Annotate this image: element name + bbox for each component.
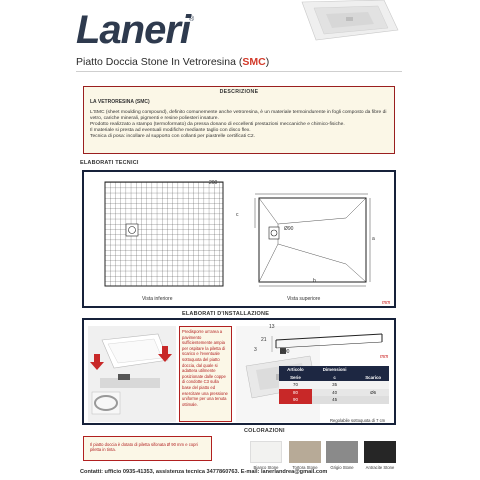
table-subheader: Serie xyxy=(279,374,312,382)
registered-mark: ® xyxy=(189,16,195,23)
page-title: Piatto Doccia Stone In Vetroresina (SMC) xyxy=(76,56,270,68)
install-drain-label: Ø90 xyxy=(280,349,290,355)
table-header xyxy=(357,366,389,374)
color-swatch-grigio xyxy=(326,441,358,463)
color-swatch-tortora xyxy=(289,441,321,463)
section-install-label: ELABORATI D'INSTALLAZIONE xyxy=(182,311,270,317)
install-unit-label: mm xyxy=(380,354,389,360)
color-label: Bianco Stone xyxy=(253,465,279,470)
technical-drawing xyxy=(84,172,394,306)
drain-warning-box: Il piatto doccia è dotato di piletta sifonata Ø 90 mm e copri piletta in tinta. xyxy=(83,436,212,461)
section-tech-label: ELABORATI TECNICI xyxy=(80,160,139,166)
dim-b-label: b xyxy=(313,278,316,284)
brand-logo: Laneri xyxy=(76,8,191,52)
description-text: L'SMC (sheet moulding compound), definito comunemente anche vetroresina, è un materiale termoindurente in fogli composto da fibre di vetro, cariche minerali, pigmenti e resine poliesteri insature. Prodotto realizzato a stampo (termoformato) da pressa donano di eccellenti prestazioni meccaniche e chimico-fisiche. Il materiale si presta ad eventuali modifiche mediante taglio con disco flex. Tecnica di posa: incollare al supporto con collanti per piastrelle certificati C2. xyxy=(90,110,387,139)
table-subheader: Scarico xyxy=(357,374,389,382)
color-label: Tortora Stone xyxy=(292,465,318,470)
table-row: 70 35 xyxy=(279,381,389,389)
installation-photo xyxy=(88,326,176,422)
color-swatch-antracite xyxy=(364,441,396,463)
color-swatch-bianco xyxy=(250,441,282,463)
view-top-caption: Vista superiore xyxy=(287,296,321,302)
contact-footer: Contatti: ufficio 0935-41353, assistenza tecnica 3477860763. E-mail: lanerlandrea@gmail.com xyxy=(80,469,328,475)
dim-c-label: c xyxy=(236,212,239,218)
dim-13-label: 13 xyxy=(269,324,275,330)
description-subheading: LA VETRORESINA (SMC) xyxy=(90,99,150,105)
section-profile-drawing xyxy=(264,326,384,366)
description-box xyxy=(83,86,395,154)
dim-3-label: 3 xyxy=(254,347,257,353)
color-label: Antracite Stone xyxy=(365,465,395,470)
table-row: 80 40 Ø6 xyxy=(279,389,389,397)
table-subheader: c xyxy=(312,374,357,382)
title-divider xyxy=(76,71,402,72)
table-header: Dimensioni xyxy=(312,366,357,374)
drain-diameter-label: Ø90 xyxy=(284,226,294,232)
table-row: 90 45 xyxy=(279,396,389,404)
table-header: Articolo xyxy=(279,366,312,374)
dim-a-label: a xyxy=(372,236,375,242)
color-label: Grigio Stone xyxy=(330,465,354,470)
technical-drawings-box xyxy=(82,170,396,308)
view-bottom-caption: Vista inferiore xyxy=(142,296,173,302)
dim-top-label: 200 xyxy=(209,180,218,186)
section-colors-label: COLORAZIONI xyxy=(244,428,285,434)
description-heading: DESCRIZIONE xyxy=(219,89,259,95)
shower-tray-image xyxy=(298,0,402,45)
dim-21-label: 21 xyxy=(261,337,267,343)
unit-label: mm xyxy=(382,300,391,306)
dimensions-table xyxy=(279,366,389,404)
adjustable-height-note: Regolabile sottoquota di 7 cm xyxy=(330,418,386,423)
installation-note: Predisporre un'area a pavimento sufficientemente ampia per ospitare la piletta di scarico e l'eventuale sottoquota del piatto doccia, dal quale si adattera utilmente posizionate dalle coppe di condotte C3 sulla base del piatto ed esercitare una pressione uniforme per una tenuta ottimale. xyxy=(179,326,232,422)
